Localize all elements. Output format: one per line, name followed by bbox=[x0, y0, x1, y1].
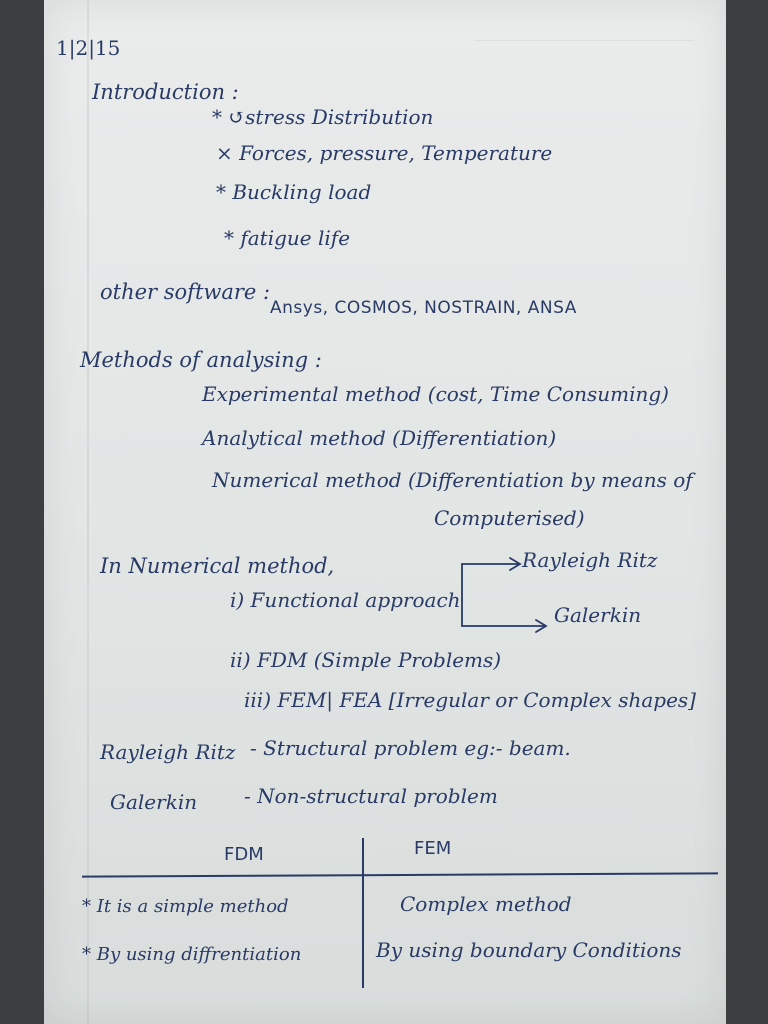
software-list: Ansys, COSMOS, NOSTRAIN, ANSA bbox=[270, 298, 577, 318]
table-header-fem: FEM bbox=[414, 838, 452, 859]
definition-term-rayleigh: Rayleigh Ritz bbox=[100, 740, 236, 764]
intro-bullet-2: × Forces, pressure, Temperature bbox=[216, 141, 553, 165]
methods-heading: Methods of analysing : bbox=[80, 348, 322, 372]
branch-arrows bbox=[44, 0, 726, 1024]
method-numerical: Numerical method (Differentiation by means of bbox=[212, 468, 693, 492]
intro-bullet-3: * Buckling load bbox=[216, 180, 372, 204]
table-vertical-rule bbox=[362, 838, 364, 988]
table-row1-fem: Complex method bbox=[400, 892, 572, 916]
notebook-page bbox=[44, 0, 726, 1024]
definition-desc-galerkin: - Non-structural problem bbox=[244, 784, 498, 808]
method-numerical-cont: Computerised) bbox=[434, 506, 585, 530]
other-software-heading: other software : bbox=[100, 280, 271, 304]
numerical-item-functional: i) Functional approach bbox=[230, 588, 461, 612]
numerical-item-fem: iii) FEM| FEA [Irregular or Complex shapes] bbox=[244, 688, 696, 712]
branch-rayleigh-ritz: Rayleigh Ritz bbox=[522, 548, 658, 572]
introduction-heading: Introduction : bbox=[92, 80, 239, 104]
method-experimental: Experimental method (cost, Time Consuming) bbox=[202, 382, 669, 406]
definition-term-galerkin: Galerkin bbox=[110, 790, 198, 814]
numerical-item-fdm: ii) FDM (Simple Problems) bbox=[230, 648, 502, 672]
table-row2-fdm: * By using diffrentiation bbox=[82, 944, 302, 965]
intro-bullet-4: * fatigue life bbox=[224, 226, 351, 250]
table-row2-fem: By using boundary Conditions bbox=[376, 938, 682, 962]
definition-desc-rayleigh: - Structural problem eg:- beam. bbox=[250, 736, 571, 760]
numerical-heading: In Numerical method, bbox=[100, 554, 335, 578]
page-date: 1|2|15 bbox=[56, 36, 121, 60]
branch-galerkin: Galerkin bbox=[554, 603, 642, 627]
table-header-fdm: FDM bbox=[224, 844, 264, 865]
intro-bullet-1: * ↺stress Distribution bbox=[212, 105, 434, 129]
method-analytical: Analytical method (Differentiation) bbox=[202, 426, 557, 450]
table-row1-fdm: * It is a simple method bbox=[82, 896, 289, 917]
